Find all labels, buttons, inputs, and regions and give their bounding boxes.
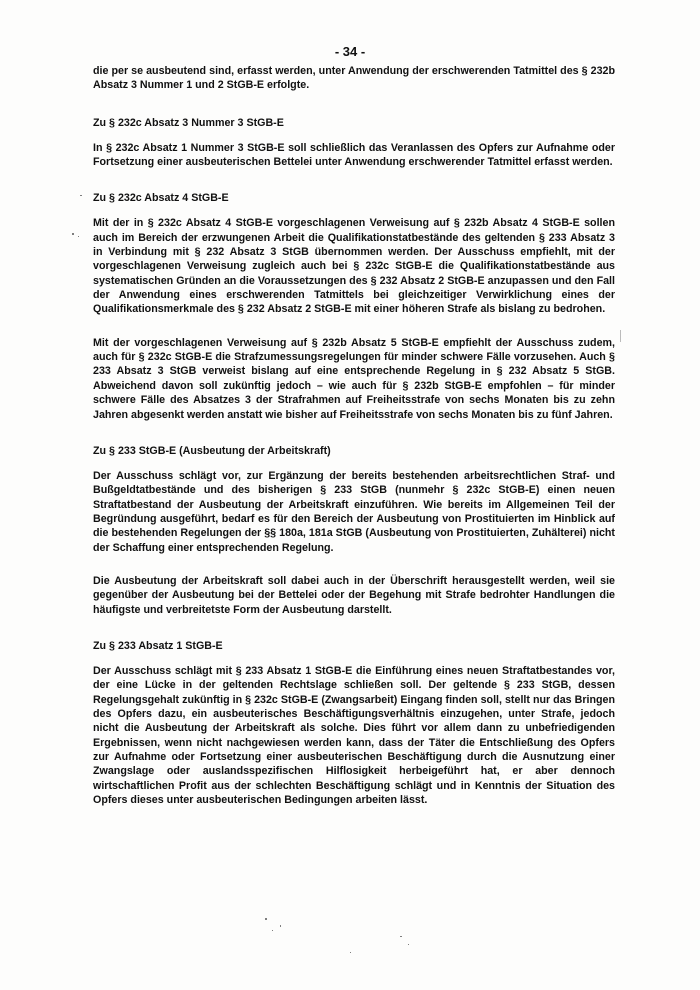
scan-speck bbox=[78, 236, 79, 237]
paragraph: Der Ausschuss schlägt vor, zur Ergänzung der bereits bestehenden arbeitsrechtlichen Straf- und Bußgeldtatbestände und des bisherigen § 233 StGB (nunmehr § 232c StGB-E) einen neuen Straftatbestand der Ausbeutung der Arbeitskraft einzuführen. Wie bereits im Allgemeinen Teil der Begründung ausgeführt, bedarf es für den Bereich der Ausbeutung von Prostituierten im Hinblick auf die bestehenden Regelungen der §§ 180a, 181a StGB (Ausbeutung von Prostituierten, Zuhälterei) nicht der Schaffung einer entsprechenden Regelung. bbox=[93, 469, 615, 554]
scan-speck bbox=[72, 233, 74, 235]
scan-speck bbox=[350, 952, 351, 953]
paragraph: In § 232c Absatz 1 Nummer 3 StGB-E soll schließlich das Veranlassen des Opfers zur Aufnahme oder Fortsetzung einer ausbeuterischen Bettelei unter Anwendung erschwerender Tatmittel erfasst werden. bbox=[93, 141, 615, 169]
paragraph: Mit der vorgeschlagenen Verweisung auf § 232b Absatz 5 StGB-E empfiehlt der Ausschuss zudem, auch für § 232c StGB-E die Strafzumessungsregelungen für minder schwere Fälle vorzusehen. Auch § 233 Absatz 3 StGB verweist bislang auf eine entsprechende Regelung in § 232 Absatz 5 StGB. Abweichend davon soll zukünftig jedoch – wie auch für § 232b StGB-E empfohlen – für minder schwere Fälle des Absatzes 3 der Strafrahmen auf Freiheitsstrafe von sechs Monaten bis zu zehn Jahren abgesenkt werden anstatt wie bisher auf Freiheitsstrafe von sechs Monaten bis zu fünf Jahren. bbox=[93, 336, 615, 421]
scan-speck bbox=[408, 944, 409, 945]
scan-speck bbox=[400, 936, 402, 937]
paragraph: Der Ausschuss schlägt mit § 233 Absatz 1 StGB-E die Einführung eines neuen Straftatbestandes vor, der eine Lücke in der geltenden Rechtslage schließen soll. Der geltende § 233 StGB, dessen Regelungsgehalt zukünftig in § 232c StGB-E (Zwangsarbeit) Eingang finden soll, stellt nur das Bringen des Opfers dazu, ein ausbeuterisches Beschäftigungsverhältnis einzugehen, unter Strafe, jedoch nicht die Ausbeutung der Arbeitskraft als solche. Dies führt vor allem dann zu unbefriedigenden Ergebnissen, wenn nicht nachgewiesen werden kann, dass der Täter die Entschließung des Opfers zur Aufnahme oder Fortsetzung einer ausbeuterischen Beschäftigung durch die Ausnutzung einer Zwangslage oder auslandsspezifischen Hilflosigkeit herbeigeführt hat, er aber dennoch wirtschaftlichen Profit aus der schlechten Beschäftigung schlägt und in Kenntnis der Situation des Opfers dieses unter ausbeuterischen Bedingungen arbeiten lässt. bbox=[93, 664, 615, 807]
section-heading: Zu § 232c Absatz 3 Nummer 3 StGB-E bbox=[93, 116, 284, 129]
scan-speck bbox=[80, 195, 82, 196]
section-heading: Zu § 233 StGB-E (Ausbeutung der Arbeitskraft) bbox=[93, 444, 331, 457]
scan-speck bbox=[272, 930, 273, 931]
scan-speck bbox=[620, 330, 621, 342]
scan-speck bbox=[265, 918, 267, 920]
scan-speck bbox=[280, 925, 281, 927]
section-heading: Zu § 233 Absatz 1 StGB-E bbox=[93, 639, 223, 652]
paragraph: die per se ausbeutend sind, erfasst werden, unter Anwendung der erschwerenden Tatmittel des § 232b Absatz 3 Nummer 1 und 2 StGB-E erfolgte. bbox=[93, 65, 615, 92]
page-number: - 34 - bbox=[334, 44, 366, 59]
document-body bbox=[93, 64, 615, 826]
paragraph: Mit der in § 232c Absatz 4 StGB-E vorgeschlagenen Verweisung auf § 232b Absatz 4 StGB-E sollen auch im Bereich der erzwungenen Arbeit die Qualifikationstatbestände des geltenden § 233 Absatz 3 in Verbindung mit § 232 Absatz 3 StGB übernommen werden. Der Ausschuss empfiehlt, mit der vorgeschlagenen Verweisung zugleich auch bei § 232c StGB-E die Qualifikationstatbestände aus systematischen Gründen an die Voraussetzungen des § 232 Absatz 2 StGB-E anzupassen und den Fall der Anwendung eines erschwerenden Tatmittels bei gleichzeitiger Verwirklichung eines der Qualifikationsmerkmale des § 232 Absatz 2 StGB-E mit einer höheren Strafe als bislang zu bedrohen. bbox=[93, 217, 615, 316]
section-heading: Zu § 232c Absatz 4 StGB-E bbox=[93, 192, 229, 205]
paragraph: Die Ausbeutung der Arbeitskraft soll dabei auch in der Überschrift herausgestellt werden, weil sie gegenüber der Ausbeutung bei der Bettelei oder der Begehung mit Strafe bedrohter Handlungen die häufigste und verbreitetste Form der Ausbeutung darstellt. bbox=[93, 574, 615, 616]
